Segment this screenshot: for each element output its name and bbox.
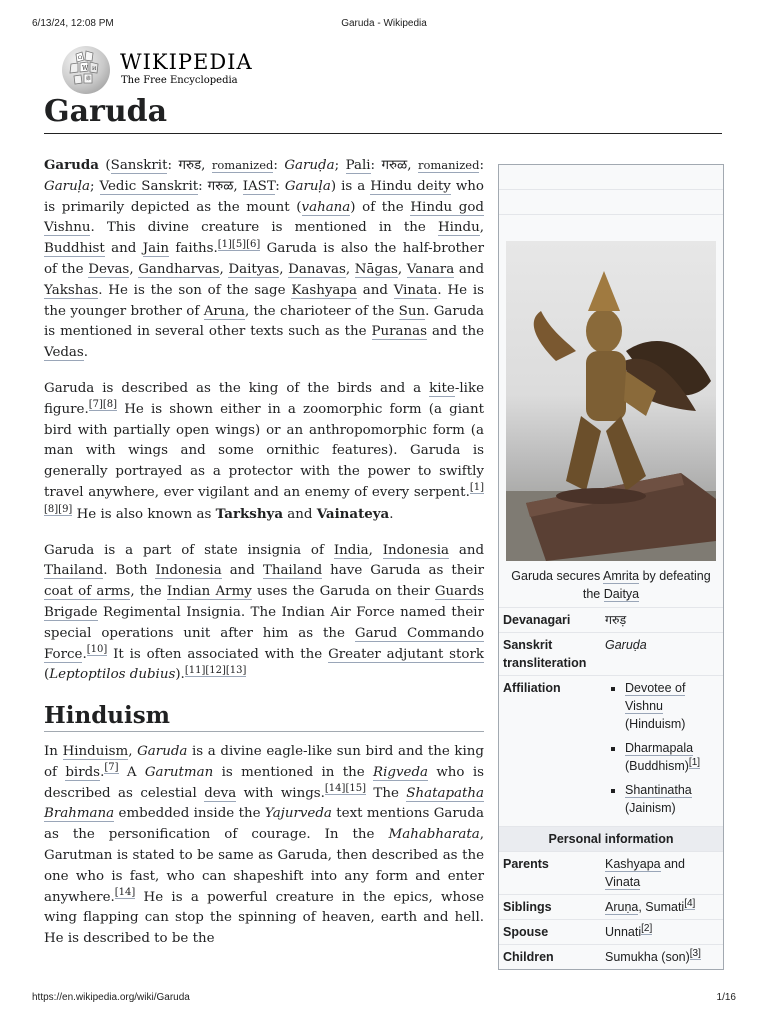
link-kashyapa[interactable]: Kashyapa bbox=[291, 282, 357, 298]
row-value: Garuḍa bbox=[605, 638, 647, 652]
infobox-row-devanagari bbox=[499, 607, 723, 632]
row-value bbox=[605, 679, 719, 823]
alias-tarkshya: Tarkshya bbox=[215, 505, 284, 522]
intro-paragraph-3: Garuda is a part of state insignia of India, Indonesia and Thailand. Both Indonesia and Thailand have Garuda as their coat of arms, the Indian Army uses the Garuda on their Guards Brigade Regimental Insignia. The Indian Air Force named their special operations unit after him as the Garud Commando Force.[10] It is often associated with the Greater adjutant stork (Leptoptilos dubius).[11][12][13] bbox=[44, 542, 485, 683]
mahabharata-italic: Mahabharata bbox=[388, 827, 480, 843]
infobox-subtitle-row bbox=[499, 190, 723, 215]
link-india[interactable]: India bbox=[333, 542, 369, 558]
link-aruna[interactable]: Aruna bbox=[203, 303, 246, 319]
link-birds[interactable]: birds bbox=[65, 764, 101, 780]
link-kashyapa[interactable]: Kashyapa bbox=[605, 857, 661, 871]
link-gandharvas[interactable]: Gandharvas bbox=[138, 261, 220, 277]
row-value: गरुड़ bbox=[605, 613, 627, 627]
link-devotee-of-vishnu[interactable]: Devotee of Vishnu bbox=[625, 681, 686, 713]
link-hindu-deity[interactable]: Hindu deity bbox=[370, 178, 451, 194]
row-value: Unnati[2] bbox=[605, 922, 653, 939]
term-bold: Garuda bbox=[44, 157, 99, 173]
romanized-text-2: Garuḷa bbox=[44, 178, 90, 194]
link-guards-brigade[interactable]: Guards Brigade bbox=[44, 584, 485, 620]
infobox-row-affiliation bbox=[499, 675, 723, 826]
reference-link[interactable]: [12] bbox=[205, 664, 226, 676]
link-daityas[interactable]: Daityas bbox=[228, 261, 280, 277]
link-indian-army[interactable]: Indian Army bbox=[166, 584, 252, 600]
intro-paragraph-2: Garuda is described as the king of the birds and a kite-like figure.[7][8] He is shown either in a zoomorphic form (a giant bird with partially open wings) or an anthropomorphic form (a man with wings and some ornithic features). Garuda is generally portrayed as a protector with the power to swiftly travel anywhere, ever vigilant and an enemy of every serpent.[1][8][9] He is also known as Tarkshya and Vainateya. bbox=[44, 380, 484, 522]
reference-link[interactable]: [1] bbox=[217, 238, 232, 250]
reference-link[interactable]: [6] bbox=[246, 238, 261, 250]
hinduism-paragraph: In Hinduism, Garuda is a divine eagle-like sun bird and the king of birds.[7] A Garutman is mentioned in the Rigveda who is described as celestial deva with wings.[14][15] The Shatapatha Brahmana embedded inside the Yajurveda text mentions Garuda as the personification of courage. In the Mahabharata, Garutman is stated to be same as Garuda, then described as the one who is fast, who can shapeshift into any form and enter anywhere.[14] He is a powerful creature in the epics, whose wing flapping can stop the spinning of heaven, earth and hell. He is described to be the bbox=[44, 743, 485, 947]
romanized-text-3: Garuḷa bbox=[284, 178, 331, 194]
list-item: ▪ Shantinatha (Jainism) bbox=[625, 781, 719, 817]
link-vanara[interactable]: Vanara bbox=[406, 261, 455, 277]
infobox-image-cell bbox=[499, 215, 723, 565]
link-romanized-2[interactable]: romanized bbox=[417, 158, 480, 172]
reference-link[interactable]: [1] bbox=[688, 756, 701, 768]
link-yakshas[interactable]: Yakshas bbox=[44, 282, 99, 298]
link-buddhist[interactable]: Buddhist bbox=[44, 241, 105, 257]
link-vinata[interactable]: Vinata bbox=[605, 875, 641, 889]
link-kite[interactable]: kite bbox=[429, 380, 455, 396]
infobox-row-parents bbox=[499, 851, 723, 894]
link-vedas[interactable]: Vedas bbox=[44, 345, 84, 361]
romanized-text: Garuḍa bbox=[284, 158, 335, 173]
link-dharmapala[interactable]: Dharmapala bbox=[625, 741, 694, 755]
row-label: Affiliation bbox=[503, 681, 561, 695]
link-hindu-god[interactable]: Hindu god bbox=[410, 199, 484, 215]
reference-link[interactable]: [14] bbox=[114, 887, 136, 899]
reference-link[interactable]: [7] bbox=[104, 762, 119, 774]
list-item: ▪ Devotee of Vishnu (Hinduism) bbox=[625, 679, 719, 733]
row-label: Devanagari bbox=[503, 613, 571, 627]
link-vishnu[interactable]: Vishnu bbox=[44, 220, 91, 236]
list-item: ▪ Dharmapala (Buddhism)[1] bbox=[625, 739, 719, 775]
print-date: 6/13/24, 12:08 PM bbox=[32, 18, 114, 29]
section-heading-hinduism: Hinduism bbox=[44, 706, 484, 732]
wikipedia-logo[interactable] bbox=[62, 46, 262, 94]
row-value: Aruṇa, Sumati[4] bbox=[605, 897, 696, 914]
print-footer bbox=[32, 992, 736, 1006]
svg-text:Ω: Ω bbox=[78, 55, 83, 61]
reference-link[interactable]: [10] bbox=[86, 644, 108, 656]
infobox-row-spouse bbox=[499, 919, 723, 944]
reference-link[interactable]: [8] bbox=[44, 504, 59, 516]
link-daitya[interactable]: Daitya bbox=[603, 587, 640, 601]
link-thailand-2[interactable]: Thailand bbox=[262, 563, 323, 579]
link-indonesia-2[interactable]: Indonesia bbox=[155, 563, 222, 579]
link-vinata[interactable]: Vinata bbox=[393, 282, 438, 298]
row-value: Sumukha (son)[3] bbox=[605, 947, 701, 964]
row-label: Siblings bbox=[503, 900, 552, 914]
row-label: Children bbox=[503, 950, 554, 964]
latin-name: Leptoptilos dubius bbox=[49, 667, 176, 683]
link-devas[interactable]: Devas bbox=[88, 261, 130, 277]
wikipedia-wordmark: WIKIPEDIA bbox=[120, 50, 253, 74]
reference-link[interactable]: [13] bbox=[225, 664, 247, 676]
svg-text:維: 維 bbox=[86, 76, 92, 82]
infobox-section-personal: Personal information bbox=[499, 826, 723, 851]
infobox bbox=[498, 164, 724, 970]
row-label: Spouse bbox=[503, 925, 549, 939]
svg-text:И: И bbox=[92, 66, 97, 72]
print-title: Garuda - Wikipedia bbox=[341, 18, 427, 29]
reference-link[interactable]: [14] bbox=[324, 783, 346, 795]
yajurveda-italic: Yajurveda bbox=[264, 806, 332, 822]
link-puranas[interactable]: Puranas bbox=[371, 324, 427, 340]
link-amrita[interactable]: Amrita bbox=[603, 569, 640, 583]
link-aruna[interactable]: Aruṇa bbox=[605, 900, 639, 914]
link-deva[interactable]: deva bbox=[204, 785, 237, 801]
garutman-italic: Garutman bbox=[144, 764, 214, 780]
reference-link[interactable]: [7] bbox=[88, 399, 103, 411]
print-page-number: 1/16 bbox=[716, 992, 736, 1003]
infobox-row-siblings bbox=[499, 894, 723, 919]
svg-text:W: W bbox=[82, 65, 89, 72]
link-pali[interactable]: Pali bbox=[345, 158, 371, 173]
link-sanskrit[interactable]: Sanskrit bbox=[110, 158, 168, 173]
row-value: Kashyapa and Vinata bbox=[605, 857, 685, 889]
link-thailand[interactable]: Thailand bbox=[44, 563, 104, 579]
link-greater-adjutant-stork[interactable]: Greater adjutant stork bbox=[328, 646, 484, 662]
link-coat-of-arms[interactable]: coat of arms bbox=[44, 584, 131, 600]
reference-link[interactable]: [3] bbox=[689, 947, 701, 959]
garuda-statue-image[interactable] bbox=[506, 241, 716, 561]
reference-link[interactable]: [5] bbox=[231, 238, 247, 250]
infobox-row-sanskrit bbox=[499, 632, 723, 675]
link-hinduism[interactable]: Hinduism bbox=[62, 743, 129, 759]
row-label: Parents bbox=[503, 857, 549, 871]
reference-link[interactable]: [15] bbox=[345, 783, 366, 795]
infobox-title-row bbox=[499, 165, 723, 190]
link-garud-commando-force[interactable]: Garud Commando Force bbox=[44, 625, 485, 662]
link-rigveda[interactable]: Rigveda bbox=[373, 764, 428, 780]
infobox-caption: Garuda secures Amrita by defeating the Daitya bbox=[511, 569, 711, 601]
link-shantinatha[interactable]: Shantinatha bbox=[625, 783, 692, 797]
link-shatapatha-brahmana[interactable]: Shatapatha Brahmana bbox=[44, 785, 484, 822]
page-title: Garuda bbox=[44, 94, 722, 134]
wikipedia-globe-icon bbox=[62, 46, 110, 94]
link-danavas[interactable]: Danavas bbox=[288, 261, 346, 277]
infobox-row-children bbox=[499, 944, 723, 969]
alias-vainateya: Vainateya bbox=[316, 505, 390, 522]
link-nagas[interactable]: Nāgas bbox=[354, 261, 398, 277]
link-vahana[interactable]: vahana bbox=[301, 199, 351, 215]
reference-link[interactable]: [1] bbox=[469, 482, 484, 494]
garuda-italic: Garuda bbox=[137, 743, 188, 759]
wikipedia-tagline: The Free Encyclopedia bbox=[121, 75, 238, 86]
article-body bbox=[44, 155, 484, 965]
link-jain[interactable]: Jain bbox=[142, 241, 169, 257]
row-label: Sanskrit transliteration bbox=[503, 638, 587, 670]
reference-link[interactable]: [8] bbox=[102, 399, 118, 411]
link-romanized[interactable]: romanized bbox=[211, 158, 274, 172]
reference-link[interactable]: [9] bbox=[58, 504, 73, 516]
print-url: https://en.wikipedia.org/wiki/Garuda bbox=[32, 992, 190, 1003]
link-vedic-sanskrit[interactable]: Vedic Sanskrit bbox=[99, 178, 199, 194]
reference-link[interactable]: [2] bbox=[641, 922, 653, 934]
link-sun[interactable]: Sun bbox=[398, 303, 426, 319]
print-header bbox=[32, 18, 736, 32]
reference-link[interactable]: [4] bbox=[684, 897, 696, 909]
link-hindu[interactable]: Hindu bbox=[437, 220, 480, 236]
reference-link[interactable]: [11] bbox=[184, 664, 206, 676]
intro-paragraph-1: Garuda (Sanskrit: गरुड, romanized: Garuḍa; Pali: गरुळ, romanized: Garuḷa; Vedic Sanskrit: गरुळ, IAST: Garuḷa) is a Hindu deity who is primarily depicted as the mount (vahana) of the Hindu god Vishnu. This divine creature is mentioned in the Hindu, Buddhist and Jain faiths.[1][5][6] Garuda is also the half-brother of the Devas, Gandharvas, Daityas, Danavas, Nāgas, Vanara and Yakshas. He is the son of the sage Kashyapa and Vinata. He is the younger brother of Aruna, the charioteer of the Sun. Garuda is mentioned in several other texts such as the Puranas and the Vedas. bbox=[44, 157, 485, 361]
link-indonesia[interactable]: Indonesia bbox=[382, 542, 449, 558]
link-iast[interactable]: IAST bbox=[242, 178, 276, 194]
